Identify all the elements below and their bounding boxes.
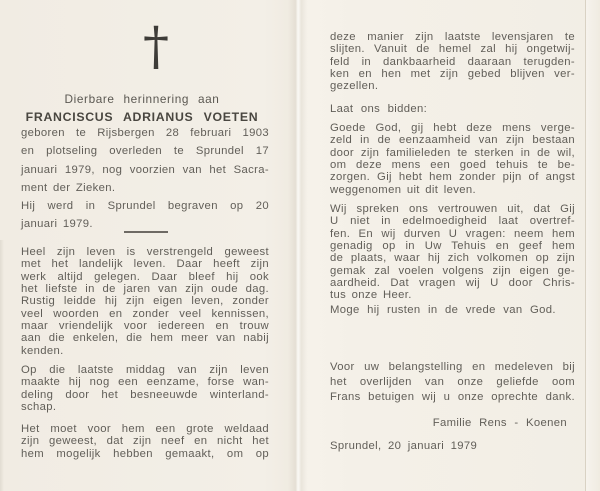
text-line: het overlijden van onze geliefde oom — [330, 376, 575, 389]
scan-edge-left — [0, 240, 4, 491]
text-line: door zijn familieleden te sterken in de wil, — [330, 146, 575, 159]
text-line: Hij werd in Sprundel begraven op 20 — [21, 200, 269, 212]
text-line: kenden. — [21, 344, 64, 357]
text-line: deze manier zijn laatste levensjaren te — [330, 31, 575, 43]
para-continuation — [330, 31, 575, 93]
prayer-invite: Laat ons bidden: — [330, 103, 428, 115]
text-line: Het moet voor hem een grote weldaad — [21, 423, 269, 435]
text-line: Wij spreken ons vertrouwen uit, dat Gij — [330, 203, 575, 215]
text-line: feld in dankbaarheid daaraan terugden- — [330, 55, 575, 68]
text-line: om deze mens een goed tehuis te be- — [330, 159, 575, 172]
text-line: Rustig leidde hij zijn eigen leven, zonder — [21, 295, 269, 308]
text-line: zeld in de eenzaamheid van zijn bestaan — [330, 134, 575, 147]
text-line: januari 1979. — [21, 218, 93, 231]
text-line: Goede God, gij hebt deze mens verge- — [330, 122, 575, 134]
text-line: aan die enkelen, die hem meer van nabij — [21, 332, 269, 345]
text-line: met het landelijk leven. Daar heeft zijn — [21, 258, 269, 271]
section-divider — [124, 231, 168, 233]
para-family — [21, 423, 269, 460]
text-line: aardheid. Dat vragen wij U door Chris- — [330, 277, 575, 290]
header-line: Dierbare herinnering aan — [64, 92, 220, 106]
text-line: ken en hen met zijn gebed blijven ver- — [330, 68, 575, 81]
text-line: de plaats, waar hij zich volkomen op zijn — [330, 252, 575, 265]
text-line: hem mogelijk hebben gemaakt, om op — [21, 447, 269, 460]
thanks-text — [330, 360, 575, 406]
text-line: werk altijd gelegen. Daar bleef hij ook — [21, 270, 269, 283]
text-line: deling door het besneeuwde winterland- — [21, 388, 269, 401]
text-line: Heel zijn leven is verstrengeld geweest — [21, 246, 269, 258]
text-line: U niet in edelmoedigheid laat overtref- — [330, 215, 575, 228]
text-line: geboren te Rijsbergen 28 februari 1903 — [21, 127, 269, 139]
para-prayer-1 — [330, 122, 575, 196]
text-line: Frans betuigen wij u onze oprechte dank. — [330, 391, 575, 404]
para-walk — [21, 364, 269, 413]
text-line: Voor uw belangstelling en medeleven bij — [330, 361, 575, 373]
text-line: genadig op in Uw Tehuis en geef hem — [330, 240, 575, 253]
para-prayer-2 — [330, 203, 575, 302]
text-line: ment der Zieken. — [21, 182, 116, 195]
text-line: gezellen. — [330, 80, 379, 93]
text-line: zijn geweest, dat zijn neef en nicht het — [21, 435, 269, 448]
right-page — [300, 0, 600, 491]
text-line: weggenomen uit dit leven. — [330, 183, 477, 196]
text-line: het liefste in de jaren van zijn oude dag. — [21, 283, 269, 296]
text-line: en plotseling overleden te Sprundel 17 — [21, 145, 269, 158]
text-line: veel woorden en zonder veel kennissen, — [21, 307, 269, 320]
text-line: gemak zal voelen volgens zijn eigen ge- — [330, 264, 575, 277]
family-signature: Familie Rens - Koenen — [432, 417, 567, 429]
text-line: maakte hij nog een eenzame, forse wan- — [21, 376, 269, 389]
text-line: slijten. Vanuit de hemel zal hij ongetwij- — [330, 43, 575, 56]
text-line: Op die laatste middag van zijn leven — [21, 364, 269, 376]
text-line: fen. En wij durven U vragen: neem hem — [330, 227, 575, 240]
text-line: tus onze Heer. — [330, 289, 412, 302]
cross-icon: † — [143, 17, 169, 77]
text-line: maar vriendelijk voor iedereen en trouw — [21, 320, 269, 333]
text-line: januari 1979, nog voorzien van het Sacra- — [21, 163, 269, 176]
birth-death-text — [21, 124, 269, 198]
burial-text — [21, 197, 269, 234]
place-date: Sprundel, 20 januari 1979 — [330, 440, 478, 452]
rest-in-peace-line: Moge hij rusten in de vrede van God. — [330, 304, 556, 316]
para-life — [21, 246, 269, 357]
text-line: schap. — [21, 401, 57, 414]
text-line: zorgen. Gij hebt hem zonder pijn of angst — [330, 171, 575, 184]
deceased-name: FRANCISCUS ADRIANUS VOETEN — [25, 110, 259, 124]
